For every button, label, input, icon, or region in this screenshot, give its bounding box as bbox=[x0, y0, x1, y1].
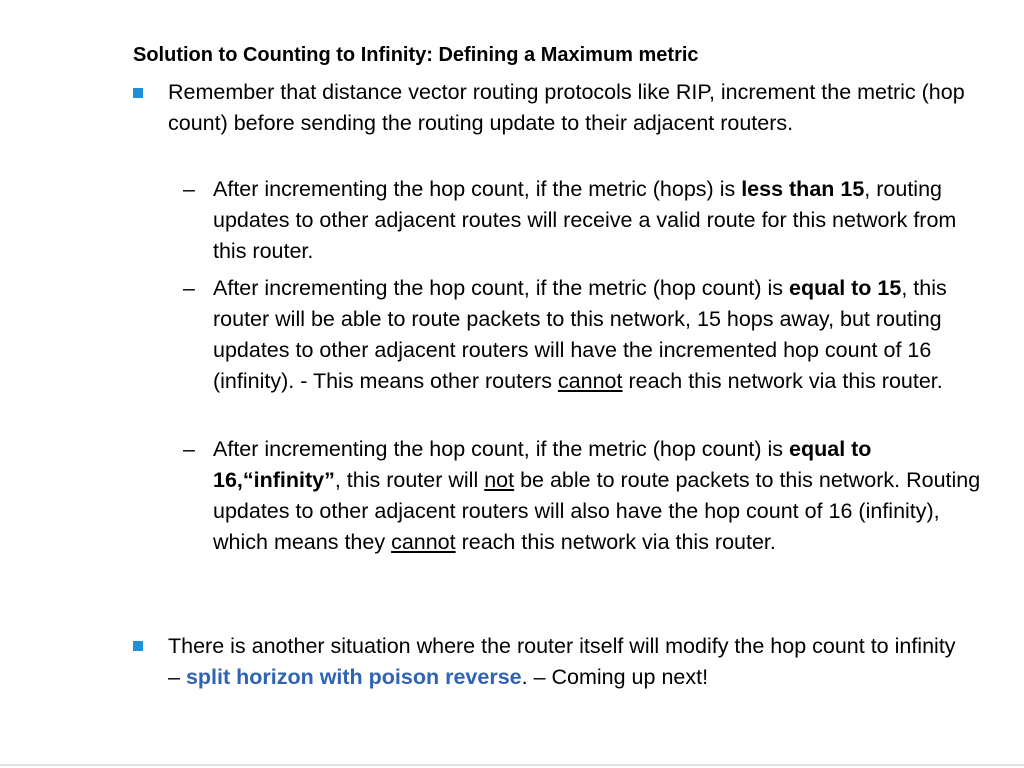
bullet-1-text: Remember that distance vector routing protocols like RIP, increment the metric (hop count) before sending the routing update to their adjacent routers. bbox=[168, 80, 965, 135]
split-horizon-link-text: split horizon with poison reverse bbox=[185, 665, 522, 689]
sub-bullet-1-part-c: , routing updates to other adjacent routes will receive a valid route for this network from this router. bbox=[213, 177, 957, 263]
sub-bullet-2 bbox=[213, 273, 983, 397]
sub-bullet-3-part-c: , this router will bbox=[334, 468, 485, 492]
sub-bullet-3-bold: equal to 16,“infinity” bbox=[213, 437, 872, 492]
square-bullet-icon bbox=[133, 88, 143, 98]
footer-divider bbox=[0, 764, 1024, 766]
bullet-2-part-a: There is another situation where the router itself will modify the hop count to infinity – bbox=[168, 634, 956, 689]
slide-title: Solution to Counting to Infinity: Defining a Maximum metric bbox=[133, 44, 699, 66]
sub-bullet-3-part-a: After incrementing the hop count, if the metric (hop count) is bbox=[213, 437, 790, 461]
sub-bullet-3-underline-1: not bbox=[484, 468, 515, 492]
sub-bullet-3 bbox=[213, 434, 983, 558]
bullet-2-part-b: . – Coming up next! bbox=[521, 665, 709, 689]
sub-bullet-2-part-c: , this router will be able to route packets to this network, 15 hops away, but routing updates to other adjacent routers will have the incremented hop count of 16 (infinity). - This means other routers bbox=[213, 276, 947, 393]
dash-marker: – bbox=[183, 437, 195, 461]
sub-bullet-2-part-a: After incrementing the hop count, if the metric (hop count) is bbox=[213, 276, 790, 300]
sub-bullet-1 bbox=[213, 174, 983, 267]
dash-marker: – bbox=[183, 177, 195, 201]
sub-bullet-3-underline-2: cannot bbox=[391, 530, 456, 554]
sub-bullet-3-part-d: be able to route packets to this network. Routing updates to other adjacent routers will also have the hop count of 16 (infinity), which means they bbox=[213, 468, 981, 554]
sub-bullet-2-underline: cannot bbox=[557, 369, 623, 393]
dash-marker: – bbox=[183, 276, 195, 300]
sub-bullet-3-part-e: reach this network via this router. bbox=[455, 530, 776, 554]
sub-bullet-1-part-a: After incrementing the hop count, if the metric (hops) is bbox=[213, 177, 742, 201]
sub-bullet-1-bold: less than 15 bbox=[741, 177, 865, 201]
square-bullet-icon bbox=[133, 641, 143, 651]
bullet-2-text bbox=[168, 631, 968, 693]
sub-bullet-2-part-d: reach this network via this router. bbox=[622, 369, 943, 393]
sub-bullet-2-bold: equal to 15 bbox=[789, 276, 902, 300]
